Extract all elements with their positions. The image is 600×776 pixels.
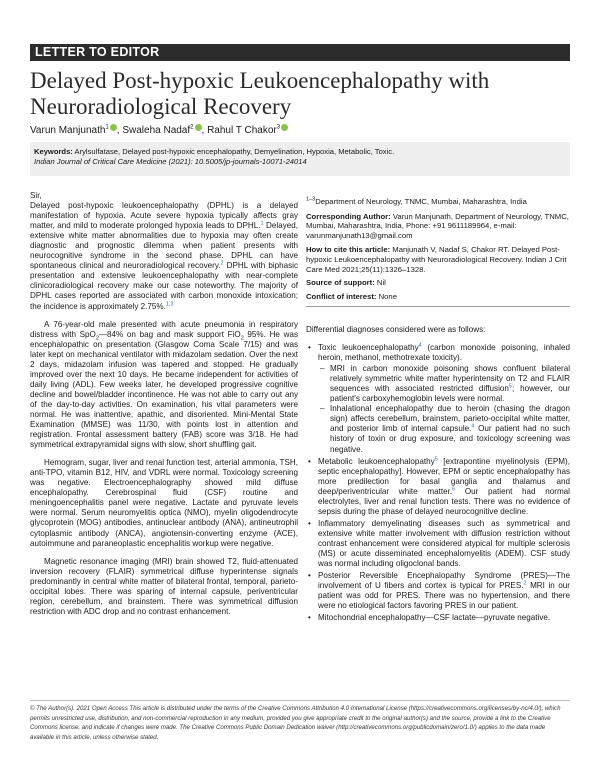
source-of-support bbox=[306, 278, 570, 288]
keywords-text: Arylsulfatase, Delayed post-hypoxic encephalopathy, Demyelination, Hypoxia, Metabolic, Toxic. bbox=[74, 147, 395, 156]
orcid-icon[interactable] bbox=[195, 124, 202, 131]
license-footer: © The Author(s). 2021 Open Access This article is distributed under the terms of the Creative Commons Attribution 4.0 International License (https://creativecommons.org/licenses/by-nc/4.0/), which permits unrestricted use, distribution, and non-commercial reproduction in any medium, provided you give appropriate credit to the original author(s) and the source, provide a link to the Creative Commons license, and indicate if changes were made. The Creative Commons Public Domain Dedication waiver (http://creativecommons.org/publicdomain/zero/1.0/) applies to the data made available in this article, unless otherwise stated. bbox=[30, 705, 561, 741]
salutation: Sir, bbox=[30, 191, 42, 200]
paragraph-intro bbox=[30, 201, 298, 312]
text-span: [extrapontine myelinolysis (EPM), septic encephalopathy]. However, EPM or septic encephalopathy has more predilection for basal ganglia and thalamus and deep/periventricular white matter. bbox=[318, 456, 570, 496]
article-info bbox=[306, 197, 570, 301]
journal-citation bbox=[34, 157, 566, 167]
conflict-label: Conflict of interest: bbox=[306, 291, 377, 301]
text-span: DPHL with biphasic presentation and extensive leukoencephalopathy with near-complete clinicoradiological recovery make our case noteworthy. The majority of DPHL cases reported are associated with carbon monoxide intoxication; the incidence is approximately 2.75%. bbox=[30, 261, 299, 311]
reference-mark[interactable]: 1,3 bbox=[165, 300, 174, 307]
how-to-cite bbox=[306, 245, 570, 274]
affiliation bbox=[306, 197, 570, 207]
differential-diagnoses bbox=[306, 325, 570, 625]
reference-mark[interactable]: 5 bbox=[434, 455, 438, 462]
support-text: Nil bbox=[374, 278, 386, 288]
author-name: Varun Manjunath bbox=[30, 125, 106, 136]
list-item bbox=[306, 457, 570, 517]
reference-mark[interactable]: 4 bbox=[418, 342, 422, 349]
article-title: Delayed Post-hypoxic Leukoencephalopathy with Neuroradiological Recovery bbox=[30, 68, 490, 119]
keywords-line bbox=[34, 147, 566, 157]
affiliation-mark: 1–3 bbox=[306, 196, 316, 203]
text-span: MRI in carbon monoxide poisoning shows confluent bilateral relatively symmetric white matter hyperintensity on T2 and FLAIR sequences with associated restricted diffusion bbox=[330, 364, 570, 394]
text-span: Delayed, extensive white matter abnormalities due to hypoxia may often create diagnostic and prognostic dilemma when patient presents with neurocognitive syndrome in the second phase. DPHL can have spontaneous clinical and neuroradiological recovery. bbox=[30, 221, 298, 271]
author-name: Rahul T Chakor bbox=[207, 125, 277, 136]
reference-mark[interactable]: 6 bbox=[452, 486, 456, 493]
corresponding-author bbox=[306, 212, 570, 241]
text-span: Our patient had no such history of toxin or drug exposure, and toxicology screening was negative. bbox=[330, 424, 570, 454]
citation-text: Indian Journal of Critical Care Medicine (2021): 10.5005/jp-journals-10071-24014 bbox=[34, 157, 307, 166]
text-span: Toxic leukoencephalopathy bbox=[318, 343, 419, 353]
corresponding-label: Corresponding Author: bbox=[306, 211, 391, 221]
list-item bbox=[306, 571, 570, 611]
orcid-icon[interactable] bbox=[110, 124, 117, 131]
keywords-box bbox=[30, 142, 570, 176]
author-affiliation-mark: 3 bbox=[276, 124, 281, 131]
conflict-of-interest bbox=[306, 292, 570, 302]
cite-text: Manjunath V, Nadaf S, Chakor RT. Delayed Post-hypoxic Leukoencephalopathy with Neuroradiological Recovery. Indian J Crit Care Med 2021;25(11):1326–1328. bbox=[306, 245, 567, 274]
paragraph-case bbox=[30, 320, 298, 451]
text-span: Delayed post-hypoxic leukoencephalopathy (DPHL) is a delayed manifestation of hypoxia. Acute severe hypoxia typically affects gray matter, and mild to moderate prolonged hypoxia leads to DPHL. bbox=[30, 201, 298, 231]
sub-list-item bbox=[318, 364, 570, 404]
reference-mark[interactable]: 4 bbox=[471, 423, 475, 430]
paragraph-mri: Magnetic resonance imaging (MRI) brain showed T2, fluid-attenuated inversion recovery (FLAIR) symmetrical diffuse hyperintense signals predominantly in central white matter of bilateral frontal, temporal, parieto-occipital lobes. There was sparing of internal capsule, periventricular region, cerebellum, and brainstem. There was symmetrical diffusion restriction with ADC drop and no contrast enhancement. bbox=[30, 556, 298, 616]
author-name: Swaleha Nadaf bbox=[122, 125, 191, 136]
list-item: • Inflammatory demyelinating diseases such as symmetrical and extensive white matter involvement with diffusion restriction without contrast enhancement were considered atypical for multiple sclerosis (MS) or acute disseminated encephalomyelitis (ADEM). CSF study was normal including oligoclonal bands. bbox=[306, 519, 570, 569]
author-affiliation-mark: 2 bbox=[190, 124, 194, 131]
reference-mark[interactable]: 2 bbox=[523, 580, 527, 587]
affiliation-text: Department of Neurology, TNMC, Mumbai, Maharashtra, India bbox=[315, 197, 527, 206]
sub-list-item bbox=[318, 404, 570, 454]
orcid-icon[interactable] bbox=[281, 124, 288, 131]
reference-mark[interactable]: 1 bbox=[260, 220, 264, 227]
differential-heading: Differential diagnoses considered were as follows: bbox=[306, 325, 486, 334]
list-item bbox=[306, 343, 570, 455]
author-affiliation-mark: 1 bbox=[105, 124, 109, 131]
conflict-text: None bbox=[376, 291, 397, 301]
support-label: Source of support: bbox=[306, 278, 375, 288]
text-span: Metabolic leukoencephalopathy bbox=[318, 456, 435, 466]
text-span: (carbon monoxide poisoning, inhaled heroin, methanol, methotrexate toxicity). bbox=[318, 343, 570, 363]
text-span: —84% on bag and mask support FiO bbox=[98, 329, 241, 339]
corresponding-text: Varun Manjunath, Department of Neurology, TNMC, Mumbai, Maharashtra, India, Phone: +91 9611189964, e-mail: varunmanjunath13@gmail.com bbox=[306, 211, 569, 240]
left-column bbox=[30, 191, 298, 617]
section-divider bbox=[306, 306, 570, 307]
reference-mark[interactable]: 2 bbox=[220, 260, 224, 267]
list-item: • Mitochondrial encephalopathy—CSF lactate—pyruvate negative. bbox=[306, 613, 570, 623]
paragraph-labs: Hemogram, sugar, liver and renal function test, arterial ammonia, TSH, anti-TPO, vitamin B12, HIV, and VDRL were normal. Toxicology screening was negative. Electroencephalography showed mild diffuse encephalopathy. Cerebrospinal fluid (CSF) routine and meningoencephalitis panel were negative. Lactate and pyruvate levels were normal. Serum neuromyelitis optica (NMO), myelin oligodendrocyte glycoprotein (MOG) antibodies, antinuclear antibody (ANA), antineutrophil cytoplasmic antibody (ANCA), angiotensin-converting enzyme (ACE), autoimmune and paraneoplastic encephalitis workup were negative. bbox=[30, 458, 298, 548]
reference-mark[interactable]: 5 bbox=[508, 383, 512, 390]
text-span: ; however, our patient's carboxyhemoglobin levels were normal. bbox=[330, 384, 571, 404]
text-span: Inhalational encephalopathy due to heroin (chasing the dragon sign) affects cerebellum, brainstem, parieto-occipital white matter, and posterior limb of internal capsule. bbox=[330, 404, 570, 434]
subscript: 2 bbox=[95, 335, 99, 342]
text-span: 95%. He was encephalopathic on presentation (Glasgow Coma Scale 7/15) and was later kept on mechanical ventilator with midazolam sedation. Over the next 2 days, midazolam infusion was tapered and stopped. He gradually improved over the next 10 days. He became independent for activities of daily living (ADL). Few weeks later, he developed progressive cognitive decline and bowel/bladder incontinence. He was not able to carry out any of the day-to-day activities. On examination, his vital parameters were normal. He was inattentive, apathic, and disoriented. Mini-Mental State Examination (MMSE) was 11/30, with points lost in attention and registration. Frontal assessment battery (FAB) score was 3/18. He had symmetrical extrapyramidal signs with slow, short shuffling gait. bbox=[30, 329, 298, 450]
text-span: Posterior Reversible Encephalopathy Syndrome (PRES)—The involvement of U fibers and cortex is typical for PRES. bbox=[318, 571, 570, 591]
text-span: Our patient had normal electrolytes, liver and renal function tests. There was no evidence of sepsis during the phase of delayed neurocognitive decline. bbox=[318, 486, 570, 516]
keywords-label: Keywords: bbox=[34, 147, 73, 156]
sub-list bbox=[318, 364, 570, 454]
article-type-banner: LETTER TO EDITOR bbox=[30, 44, 570, 61]
text-span: A 76-year-old male presented with acute pneumonia in respiratory distress with SpO bbox=[30, 319, 298, 339]
cite-label: How to cite this article: bbox=[306, 245, 391, 255]
subscript: 2 bbox=[240, 335, 244, 342]
text-span: MRI in our patient was odd for PRES. There was no hypertension, and there were no etiological factors favoring PRES in our patient. bbox=[318, 581, 570, 611]
differential-list bbox=[306, 343, 570, 623]
footer-divider bbox=[30, 700, 570, 701]
author-list: Varun Manjunath$^1$ , Swaleha Nadaf$^2$ , Rahul T Chakor$^3$ bbox=[30, 124, 288, 136]
